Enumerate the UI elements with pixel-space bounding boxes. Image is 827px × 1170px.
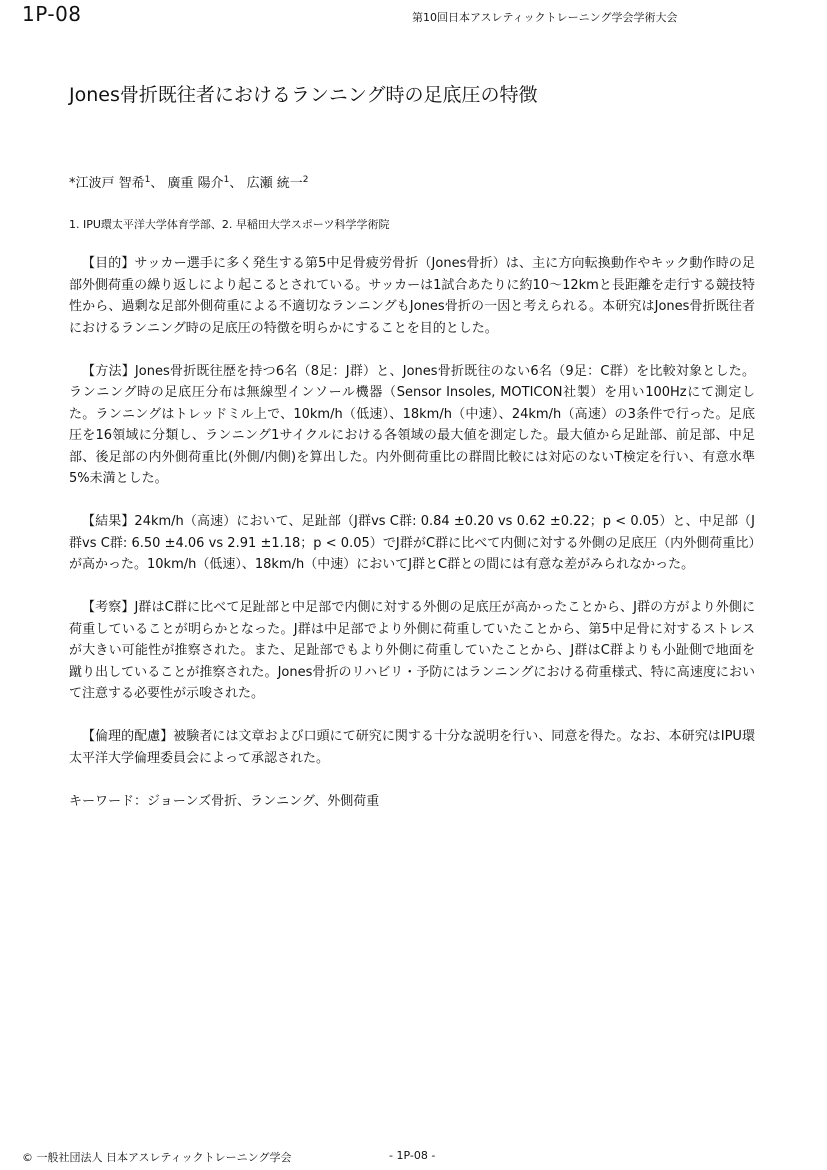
- author-affiliation-mark: 1: [144, 175, 151, 185]
- section-ethics: 【倫理的配慮】被験者には文章および口頭にて研究に関する十分な説明を行い、同意を得た。なお、本研究はIPU環太平洋大学倫理委員会によって承認された。: [69, 729, 755, 766]
- author-name: 広瀬 統一: [246, 176, 303, 191]
- author-affiliation-mark: 1: [223, 175, 230, 185]
- abstract-body: [69, 253, 755, 812]
- section-purpose: 【目的】サッカー選手に多く発生する第5中足骨疲労骨折（Jones骨折）は、主に方向転換動作やキック動作時の足部外側荷重の繰り返しにより起こるとされている。サッカーは1試合あたりに約10～12kmと長距離を走行する競技特性から、過剰な足部外側荷重による不適切なランニングもJones骨折の一因と考えられる。本研究はJones骨折既往者におけるランニング時の足底圧の特徴を明らかにすることを目的とした。: [69, 256, 755, 336]
- author-separator: 、: [229, 176, 243, 191]
- section-results: 【結果】24km/h（高速）において、足趾部（J群vs C群: 0.84 ±0.20 vs 0.62 ±0.22；p < 0.05）と、中足部（J群vs C群: 6.50 ±4.06 vs 2.91 ±1.18；p < 0.05）でJ群がC群に比べて内側に対する外側の足底圧（内外側荷重比）が高かった。10km/h（低速）、18km/h（中速）においてJ群とC群との間には有意な差がみられなかった。: [69, 514, 755, 572]
- keywords: キーワード：ジョーンズ骨折、ランニング、外側荷重: [69, 793, 380, 809]
- conference-name: 第10回日本アスレティックトレーニング学会学術大会: [412, 11, 678, 24]
- footer-copyright: © 一般社団法人 日本アスレティックトレーニング学会: [22, 1151, 292, 1164]
- section-discussion: 【考察】J群はC群に比べて足趾部と中足部で内側に対する外側の足底圧が高かったことから、J群の方がより外側に荷重していることが明らかとなった。J群は中足部でより外側に荷重していたことから、第5中足骨に対するストレスが大きい可能性が推察された。また、足趾部でもより外側に荷重していたことから、J群はC群よりも小趾側で地面を蹴り出していることが推察された。Jones骨折のリハビリ・予防にはランニングにおける荷重様式、特に高速度において注意する必要性が示唆された。: [69, 600, 755, 701]
- affiliations: 1. IPU環太平洋大学体育学部、2. 早稲田大学スポーツ科学学術院: [69, 218, 390, 231]
- footer-page-number: - 1P-08 -: [389, 1149, 436, 1162]
- author-separator: 、: [150, 176, 164, 191]
- author-name: *江波戸 智希: [69, 176, 145, 191]
- program-id: 1P-08: [22, 2, 82, 26]
- paper-title: Jones骨折既往者におけるランニング時の足底圧の特徴: [69, 84, 538, 106]
- author-affiliation-mark: 2: [302, 175, 309, 185]
- section-methods: 【方法】Jones骨折既往歴を持つ6名（8足：J群）と、Jones骨折既往のない6名（9足：C群）を比較対象とした。ランニング時の足底圧分布は無線型インソール機器（Sensor Insoles, MOTICON社製）を用い100Hzにて測定した。ランニングはトレッドミル上で、10km/h（低速）、18km/h（中速）、24km/h（高速）の3条件で行った。足底圧を16領域に分類し、ランニング1サイクルにおける各領域の最大値を測定した。最大値から足趾部、前足部、中足部、後足部の内外側荷重比(外側/内側)を算出した。内外側荷重比の群間比較には対応のないT検定を行い、有意水準5%未満とした。: [69, 363, 755, 486]
- author-list: [69, 172, 308, 191]
- author-name: 廣重 陽介: [167, 176, 224, 191]
